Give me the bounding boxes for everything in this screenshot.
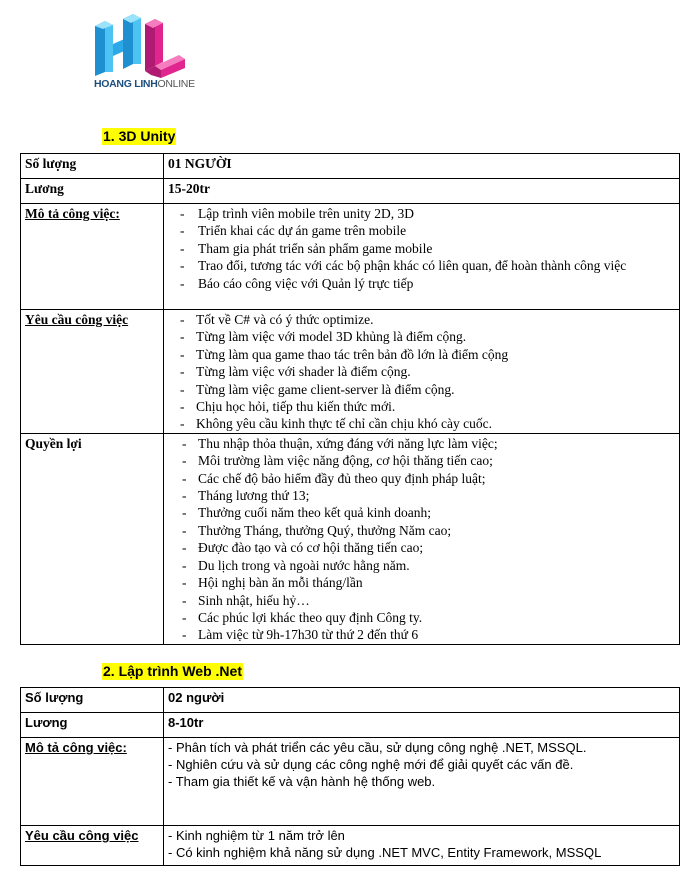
- table-row: [21, 738, 680, 826]
- list-item: - Trao đổi, tương tác với các bộ phận khác có liên quan, để hoàn thành công việc: [168, 257, 675, 274]
- list-item: - Các chế độ bảo hiểm đầy đủ theo quy định pháp luật;: [168, 470, 675, 487]
- row-label-benefits: Quyền lợi: [21, 433, 164, 644]
- list-item: - Tham gia phát triển sản phẩm game mobile: [168, 240, 675, 257]
- list-item: - Hội nghị bàn ăn mỗi tháng/lần: [168, 574, 675, 591]
- hl-logo-mark: [93, 14, 188, 78]
- job-table-web-net: [20, 687, 680, 866]
- row-label-requirements: Yêu cầu công việc: [21, 826, 164, 866]
- row-label-salary: Lương: [21, 713, 164, 738]
- list-item: - Từng làm việc với model 3D khủng là điểm cộng.: [168, 328, 675, 345]
- row-label-requirements: Yêu cầu công việc: [21, 310, 164, 434]
- section-heading-3d-unity: 1. 3D Unity: [103, 128, 176, 144]
- section-heading-web-net: 2. Lập trình Web .Net: [103, 663, 242, 679]
- requirements-list: [168, 311, 675, 433]
- table-row: [21, 310, 680, 434]
- list-item: - Chịu học hỏi, tiếp thu kiến thức mới.: [168, 398, 675, 415]
- row-label-quantity: Số lượng: [21, 688, 164, 713]
- row-label-salary: Lương: [21, 179, 164, 204]
- list-item: - Du lịch trong và ngoài nước hằng năm.: [168, 557, 675, 574]
- table-row: [21, 154, 680, 179]
- list-item: - Thưởng Tháng, thưởng Quý, thưởng Năm cao;: [168, 522, 675, 539]
- list-item: - Các phúc lợi khác theo quy định Công ty.: [168, 609, 675, 626]
- row-value-salary: 15-20tr: [164, 179, 680, 204]
- list-item: - Từng làm việc với shader là điểm cộng.: [168, 363, 675, 380]
- benefits-list: [168, 435, 675, 644]
- row-value-requirements: [164, 310, 680, 434]
- list-item: - Không yêu cầu kinh thực tế chỉ cần chịu khó cày cuốc.: [168, 415, 675, 432]
- list-item: - Báo cáo công việc với Quản lý trực tiếp: [168, 275, 675, 292]
- list-item: - Tốt về C# và có ý thức optimize.: [168, 311, 675, 328]
- list-item: - Có kinh nghiệm khả năng sử dụng .NET MVC, Entity Framework, MSSQL: [168, 845, 602, 860]
- list-item: - Lập trình viên mobile trên unity 2D, 3D: [168, 205, 675, 222]
- list-item: - Nghiên cứu và sử dụng các công nghệ mới để giải quyết các vấn đề.: [168, 757, 574, 772]
- list-item: - Môi trường làm việc năng động, cơ hội thăng tiến cao;: [168, 452, 675, 469]
- list-item: - Từng làm qua game thao tác trên bản đồ lớn là điểm cộng: [168, 346, 675, 363]
- row-value-description: [164, 204, 680, 310]
- list-item: - Kinh nghiệm từ 1 năm trở lên: [168, 828, 345, 843]
- list-item: - Làm việc từ 9h-17h30 từ thứ 2 đến thứ 6: [168, 626, 675, 643]
- table-row: [21, 826, 680, 866]
- logo-wordmark: HOANG LINHONLINE: [94, 78, 195, 90]
- table-row: [21, 688, 680, 713]
- row-value-requirements: [164, 826, 680, 866]
- job-table-3d-unity: [20, 153, 680, 645]
- row-value-benefits: [164, 433, 680, 644]
- row-value-salary: 8-10tr: [164, 713, 680, 738]
- list-item: - Thu nhập thỏa thuận, xứng đáng với năng lực làm việc;: [168, 435, 675, 452]
- list-item: - Phân tích và phát triển các yêu cầu, sử dụng công nghệ .NET, MSSQL.: [168, 740, 587, 755]
- row-label-description: Mô tả công việc:: [21, 204, 164, 310]
- table-row: [21, 433, 680, 644]
- company-logo: [93, 14, 193, 94]
- row-value-description: [164, 738, 680, 826]
- list-item: - Tham gia thiết kế và vận hành hệ thống web.: [168, 774, 436, 789]
- row-label-description: Mô tả công việc:: [21, 738, 164, 826]
- row-label-quantity: Số lượng: [21, 154, 164, 179]
- table-row: [21, 713, 680, 738]
- list-item: - Thưởng cuối năm theo kết quả kinh doanh;: [168, 504, 675, 521]
- table-row: [21, 204, 680, 310]
- list-item: - Từng làm việc game client-server là điểm cộng.: [168, 381, 675, 398]
- list-item: - Sinh nhật, hiếu hỷ…: [168, 592, 675, 609]
- list-item: - Tháng lương thứ 13;: [168, 487, 675, 504]
- row-value-quantity: 02 người: [164, 688, 680, 713]
- list-item: - Được đào tạo và có cơ hội thăng tiến cao;: [168, 539, 675, 556]
- table-row: [21, 179, 680, 204]
- row-value-quantity: 01 NGƯỜI: [164, 154, 680, 179]
- description-list: [168, 205, 675, 292]
- list-item: - Triển khai các dự án game trên mobile: [168, 222, 675, 239]
